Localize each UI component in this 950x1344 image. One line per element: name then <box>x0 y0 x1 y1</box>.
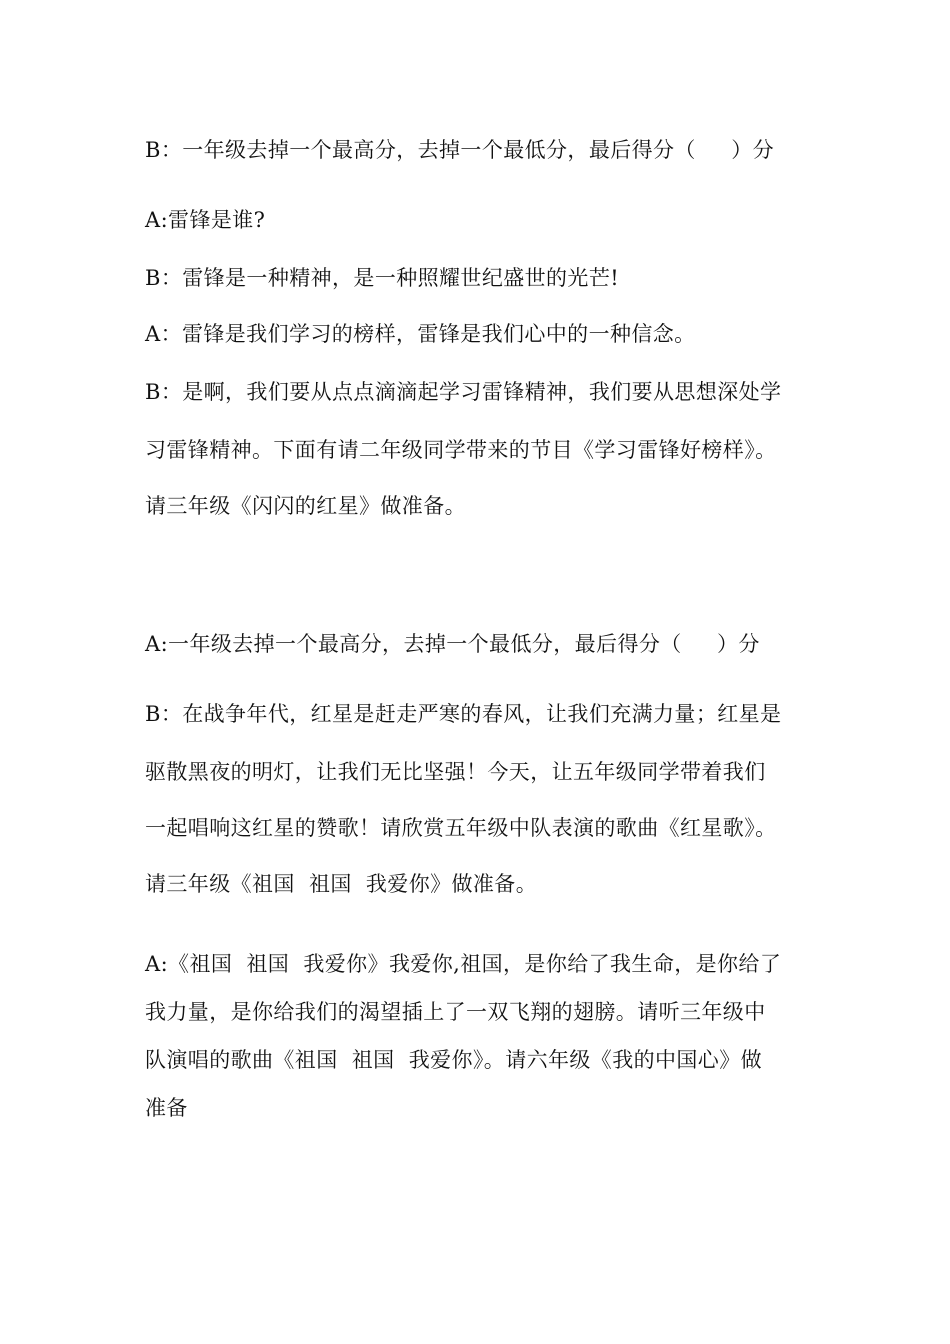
text-line-9: B：在战争年代，红星是赶走严寒的春风，让我们充满力量；红星是 <box>145 702 782 726</box>
text-line-8: A:一年级去掉一个最高分，去掉一个最低分，最后得分（ ）分 <box>145 632 760 656</box>
text-line-3: B：雷锋是一种精神，是一种照耀世纪盛世的光芒! <box>145 266 620 290</box>
text-line-7: 请三年级《闪闪的红星》做准备。 <box>145 494 466 518</box>
text-line-5: B：是啊，我们要从点点滴滴起学习雷锋精神，我们要从思想深处学 <box>145 380 782 404</box>
text-line-14: 我力量，是你给我们的渴望插上了一双飞翔的翅膀。请听三年级中 <box>145 1000 766 1024</box>
text-line-2: A:雷锋是谁? <box>145 208 266 232</box>
text-line-4: A：雷锋是我们学习的榜样，雷锋是我们心中的一种信念。 <box>145 322 696 346</box>
text-line-16: 准备 <box>145 1096 188 1120</box>
text-line-12: 请三年级《祖国 祖国 我爱你》做准备。 <box>145 872 538 896</box>
text-line-15: 队演唱的歌曲《祖国 祖国 我爱你》。请六年级《我的中国心》做 <box>145 1048 762 1072</box>
text-line-10: 驱散黑夜的明灯，让我们无比坚强！今天，让五年级同学带着我们 <box>145 760 766 784</box>
text-line-13: A:《祖国 祖国 我爱你》我爱你,祖国，是你给了我生命，是你给了 <box>145 952 782 976</box>
text-line-6: 习雷锋精神。下面有请二年级同学带来的节目《学习雷锋好榜样》。 <box>145 438 777 462</box>
text-line-1: B：一年级去掉一个最高分，去掉一个最低分，最后得分（ ）分 <box>145 138 775 162</box>
text-line-11: 一起唱响这红星的赞歌！请欣赏五年级中队表演的歌曲《红星歌》。 <box>145 816 777 840</box>
